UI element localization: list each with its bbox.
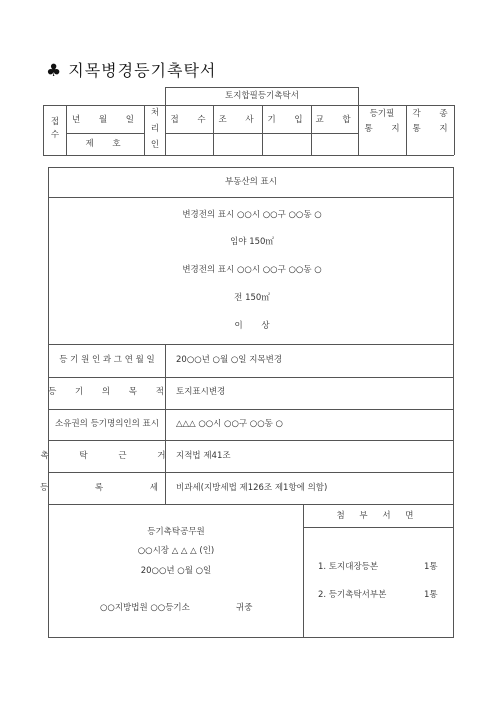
col-notice2-1: 각 종	[412, 109, 456, 119]
property-line-2: 임야 150㎡	[230, 237, 274, 247]
attachments-header: 첨 부 서 면	[336, 511, 420, 521]
signature-court: ○○지방법원 ○○등기소	[100, 603, 190, 613]
signature-official: 등기촉탁공무원	[147, 527, 205, 537]
row-value-tax: 비과세(지방세법 제126조 제1항에 의함)	[176, 483, 328, 493]
property-header: 부동산의 표시	[225, 177, 277, 187]
col-notice1-2: 통 지	[364, 124, 408, 134]
property-line-3: 변경전의 표시 ○○시 ○○구 ○○동 ○	[182, 265, 322, 275]
row-label-cause: 등 기 원 인 과 그 연 월 일	[59, 355, 155, 365]
signature-date: 20○○년 ○월 ○일	[140, 566, 212, 576]
row-value-basis: 지적법 제41조	[176, 451, 231, 461]
row-value-cause: 20○○년 ○월 ○일 지목변경	[176, 355, 283, 365]
attachment-name-1: 1. 토지대장등본	[318, 562, 379, 572]
col-process-3: 인	[150, 140, 160, 150]
col-process-2: 리	[150, 124, 160, 134]
row-label-owner: 소유권의 등기명의인의 표시	[55, 419, 159, 429]
row-label-basis: 촉 탁 근 거	[40, 451, 180, 461]
row-value-purpose: 토지표시변경	[176, 387, 226, 397]
title-text: 지목병경등기촉탁서	[68, 61, 217, 80]
col-josa: 조 사	[218, 115, 262, 125]
col-date: 년 월 일	[71, 115, 143, 125]
property-line-5: 이 상	[234, 321, 278, 331]
col-notice2-2: 통 지	[412, 124, 456, 134]
attachment-count-2: 1통	[424, 590, 438, 600]
attachment-count-1: 1통	[424, 562, 438, 572]
col-giip: 기 입	[267, 115, 311, 125]
col-notice1-1: 등기필	[369, 109, 395, 119]
attachment-name-2: 2. 등기촉탁서부본	[318, 590, 387, 600]
signature-mayor: ○○시장 △ △ △ (인)	[137, 546, 215, 556]
signature-suffix: 귀중	[236, 603, 253, 613]
col-receipt-2: 수	[50, 130, 60, 140]
club-icon: ♣	[46, 61, 63, 81]
property-line-1: 변경전의 표시 ○○시 ○○구 ○○동 ○	[182, 210, 322, 220]
page-title	[46, 58, 216, 81]
row-label-purpose: 등 기 의 목 적	[48, 387, 172, 397]
col-process-1: 처	[150, 108, 160, 118]
col-receipt-1: 접	[50, 117, 60, 127]
row-label-tax: 등 록 세	[39, 483, 181, 493]
col-gyohap: 교 합	[315, 115, 359, 125]
row-value-owner: △△△ ○○시 ○○구 ○○동 ○	[176, 419, 283, 429]
col-jeopsu: 접 수	[170, 115, 214, 125]
receipt-header: 토지합필등기촉탁서	[225, 91, 299, 101]
col-no: 제 호	[85, 139, 129, 149]
property-line-4: 전 150㎡	[234, 293, 270, 303]
